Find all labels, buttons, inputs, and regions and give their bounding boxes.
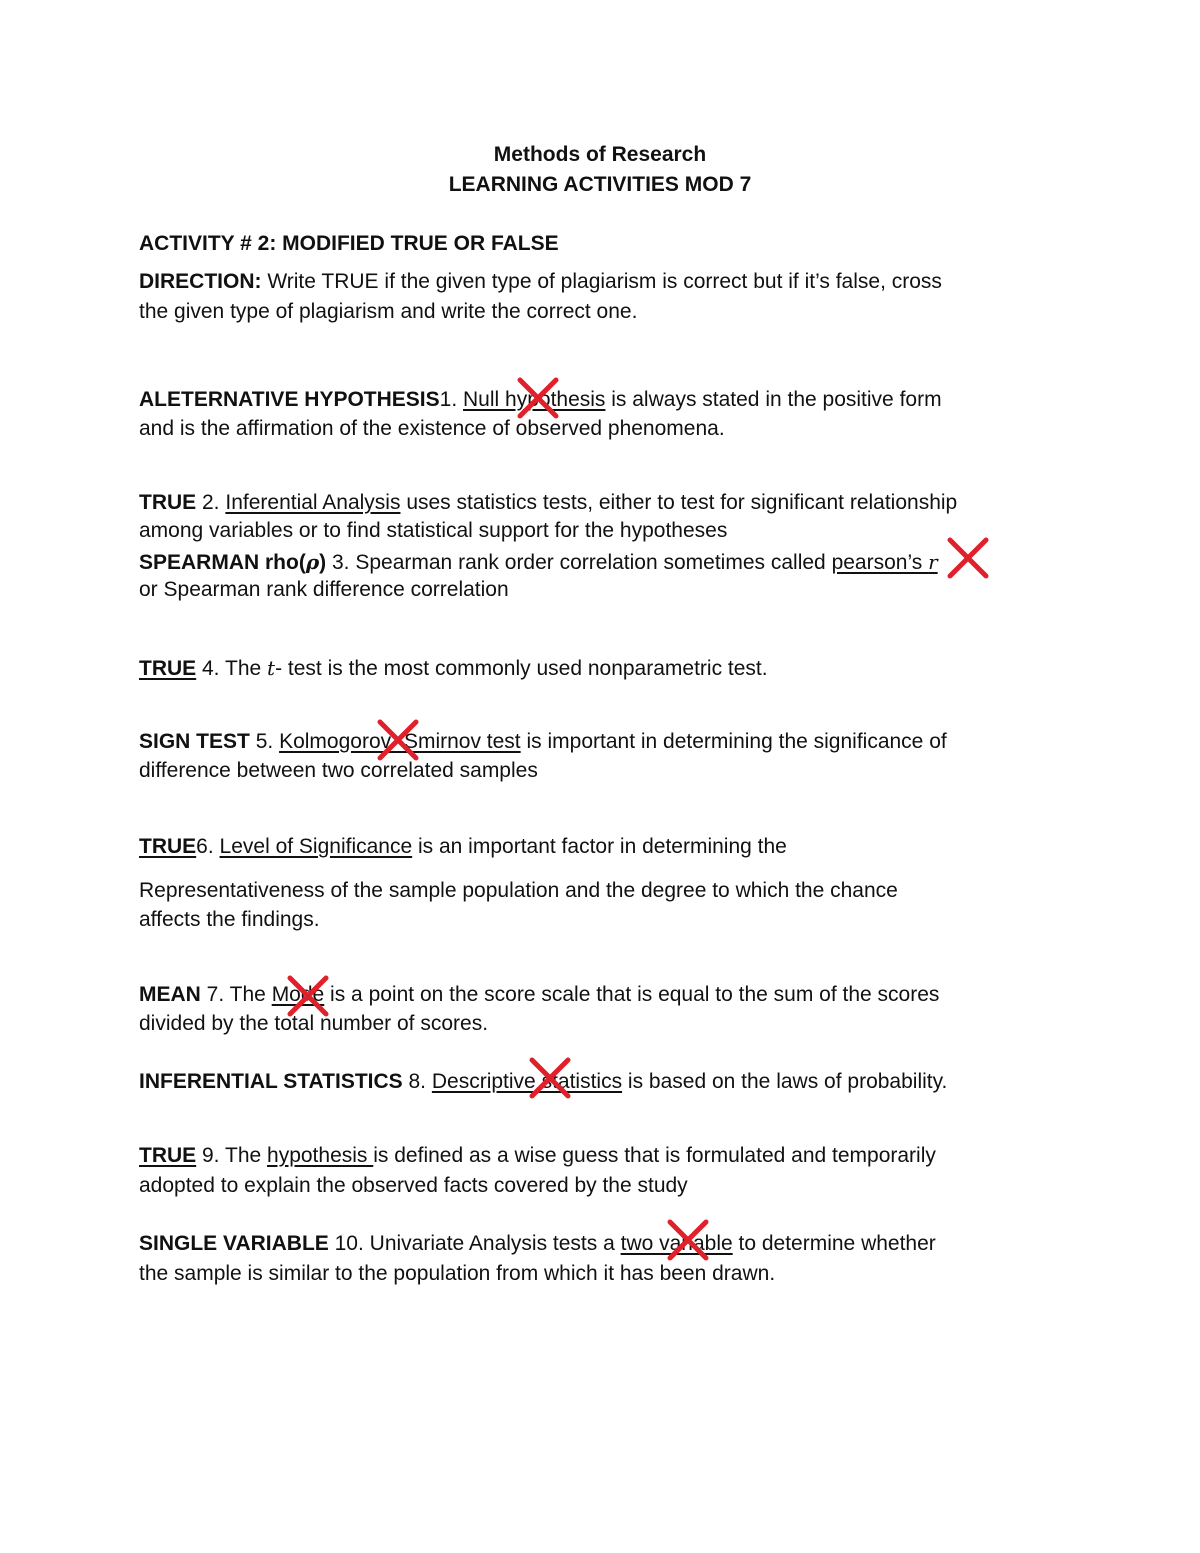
item-9-answer: TRUE (139, 1144, 197, 1167)
item-2-line-2: among variables or to find statistical support for the hypotheses (139, 519, 728, 542)
item-4-pre: The (219, 657, 268, 680)
item-1-line-1 (139, 387, 942, 413)
item-6-line-2: Representativeness of the sample population and the degree to which the chance (139, 879, 898, 902)
item-2-text: uses statistics tests, either to test for significant relationship (400, 491, 958, 514)
item-3-text: Spearman rank order correlation sometimes called (349, 551, 832, 574)
item-10-answer: SINGLE VARIABLE (139, 1232, 329, 1255)
item-2-line-1 (139, 490, 957, 516)
item-9-line-1 (139, 1143, 936, 1169)
item-7-line-2: divided by the total number of scores. (139, 1012, 489, 1035)
item-5-answer: SIGN TEST (139, 730, 250, 753)
item-5-number: 5. (249, 730, 274, 753)
direction-text: Write TRUE if the given type of plagiarism is correct but if it’s false, cross (261, 270, 942, 293)
item-10-number: 10. (328, 1232, 364, 1255)
item-3-line-1 (139, 549, 938, 576)
item-3-number: 3. (326, 551, 350, 574)
item-4-answer: TRUE (139, 657, 197, 680)
item-7-text: is a point on the score scale that is equal to the sum of the scores (324, 983, 940, 1006)
item-9-line-2: adopted to explain the observed facts covered by the study (139, 1174, 688, 1197)
item-9-number: 9. (196, 1144, 220, 1167)
item-1-text: is always stated in the positive form (605, 388, 942, 411)
item-4-line-1 (139, 655, 768, 682)
item-5-text: is important in determining the significance of (520, 730, 947, 753)
item-1-term: Null hypothesis (463, 388, 606, 411)
direction-line-1 (139, 269, 942, 295)
item-2-number: 2. (196, 491, 220, 514)
cross-mark-icon (946, 536, 990, 580)
item-6-line-3: affects the findings. (139, 908, 320, 931)
item-7-number: 7. (200, 983, 225, 1006)
item-7-answer: MEAN (139, 983, 201, 1006)
item-1-line-2: and is the affirmation of the existence of observed phenomena. (139, 417, 725, 440)
item-5-term: Kolmogorov -Smirnov test (279, 730, 521, 753)
item-3-term: pearson’s r (831, 550, 938, 574)
item-8-term: Descriptive statistics (431, 1070, 623, 1093)
item-1-number: 1. (439, 388, 458, 411)
document-title: Methods of Research (493, 143, 707, 166)
item-7-line-1 (139, 982, 939, 1008)
activity-heading (139, 231, 559, 257)
item-6-answer: TRUE (139, 835, 197, 858)
item-8-answer: INFERENTIAL STATISTICS (139, 1070, 403, 1093)
item-8-text: is based on the laws of probability. (622, 1070, 948, 1093)
item-10-text: to determine whether (732, 1232, 936, 1255)
item-10-line-2: the sample is similar to the population from which it has been drawn. (139, 1262, 776, 1285)
t-symbol: t (267, 656, 276, 680)
item-4-text: - test is the most commonly used nonparametric test. (275, 657, 768, 680)
item-10-line-1 (139, 1231, 936, 1257)
item-8-number: 8. (402, 1070, 427, 1093)
direction-line-2: the given type of plagiarism and write the correct one. (139, 300, 638, 323)
item-6-number: 6. (196, 835, 214, 858)
item-3-line-2: or Spearman rank difference correlation (139, 578, 509, 601)
item-9-term: hypothesis (267, 1144, 374, 1167)
item-5-line-1 (139, 729, 947, 755)
item-7-term: Mode (271, 983, 325, 1006)
item-1-answer: ALETERNATIVE HYPOTHESIS (139, 388, 440, 411)
rho-symbol: ρ (305, 550, 320, 574)
item-7-pre: The (224, 983, 272, 1006)
activity-heading-text: ACTIVITY # 2: MODIFIED TRUE OR FALSE (139, 232, 559, 255)
item-6-text: is an important factor in determining the (412, 835, 787, 858)
r-symbol: r (928, 550, 938, 574)
document-subtitle: LEARNING ACTIVITIES MOD 7 (448, 173, 752, 196)
item-9-text: is defined as a wise guess that is formulated and temporarily (373, 1144, 936, 1167)
item-6-term: Level of Significance (219, 835, 413, 858)
item-2-answer: TRUE (139, 491, 197, 514)
direction-label: DIRECTION: (139, 270, 262, 293)
item-9-pre: The (219, 1144, 268, 1167)
item-2-term: Inferential Analysis (225, 491, 401, 514)
item-8-line-1 (139, 1069, 947, 1095)
item-10-term: two variable (620, 1232, 733, 1255)
item-3-answer: SPEARMAN rho(ρ) (139, 550, 327, 574)
item-6-line-1 (139, 834, 787, 860)
item-4-number: 4. (196, 657, 220, 680)
item-10-pre: Univariate Analysis tests a (363, 1232, 621, 1255)
item-5-line-2: difference between two correlated samples (139, 759, 538, 782)
